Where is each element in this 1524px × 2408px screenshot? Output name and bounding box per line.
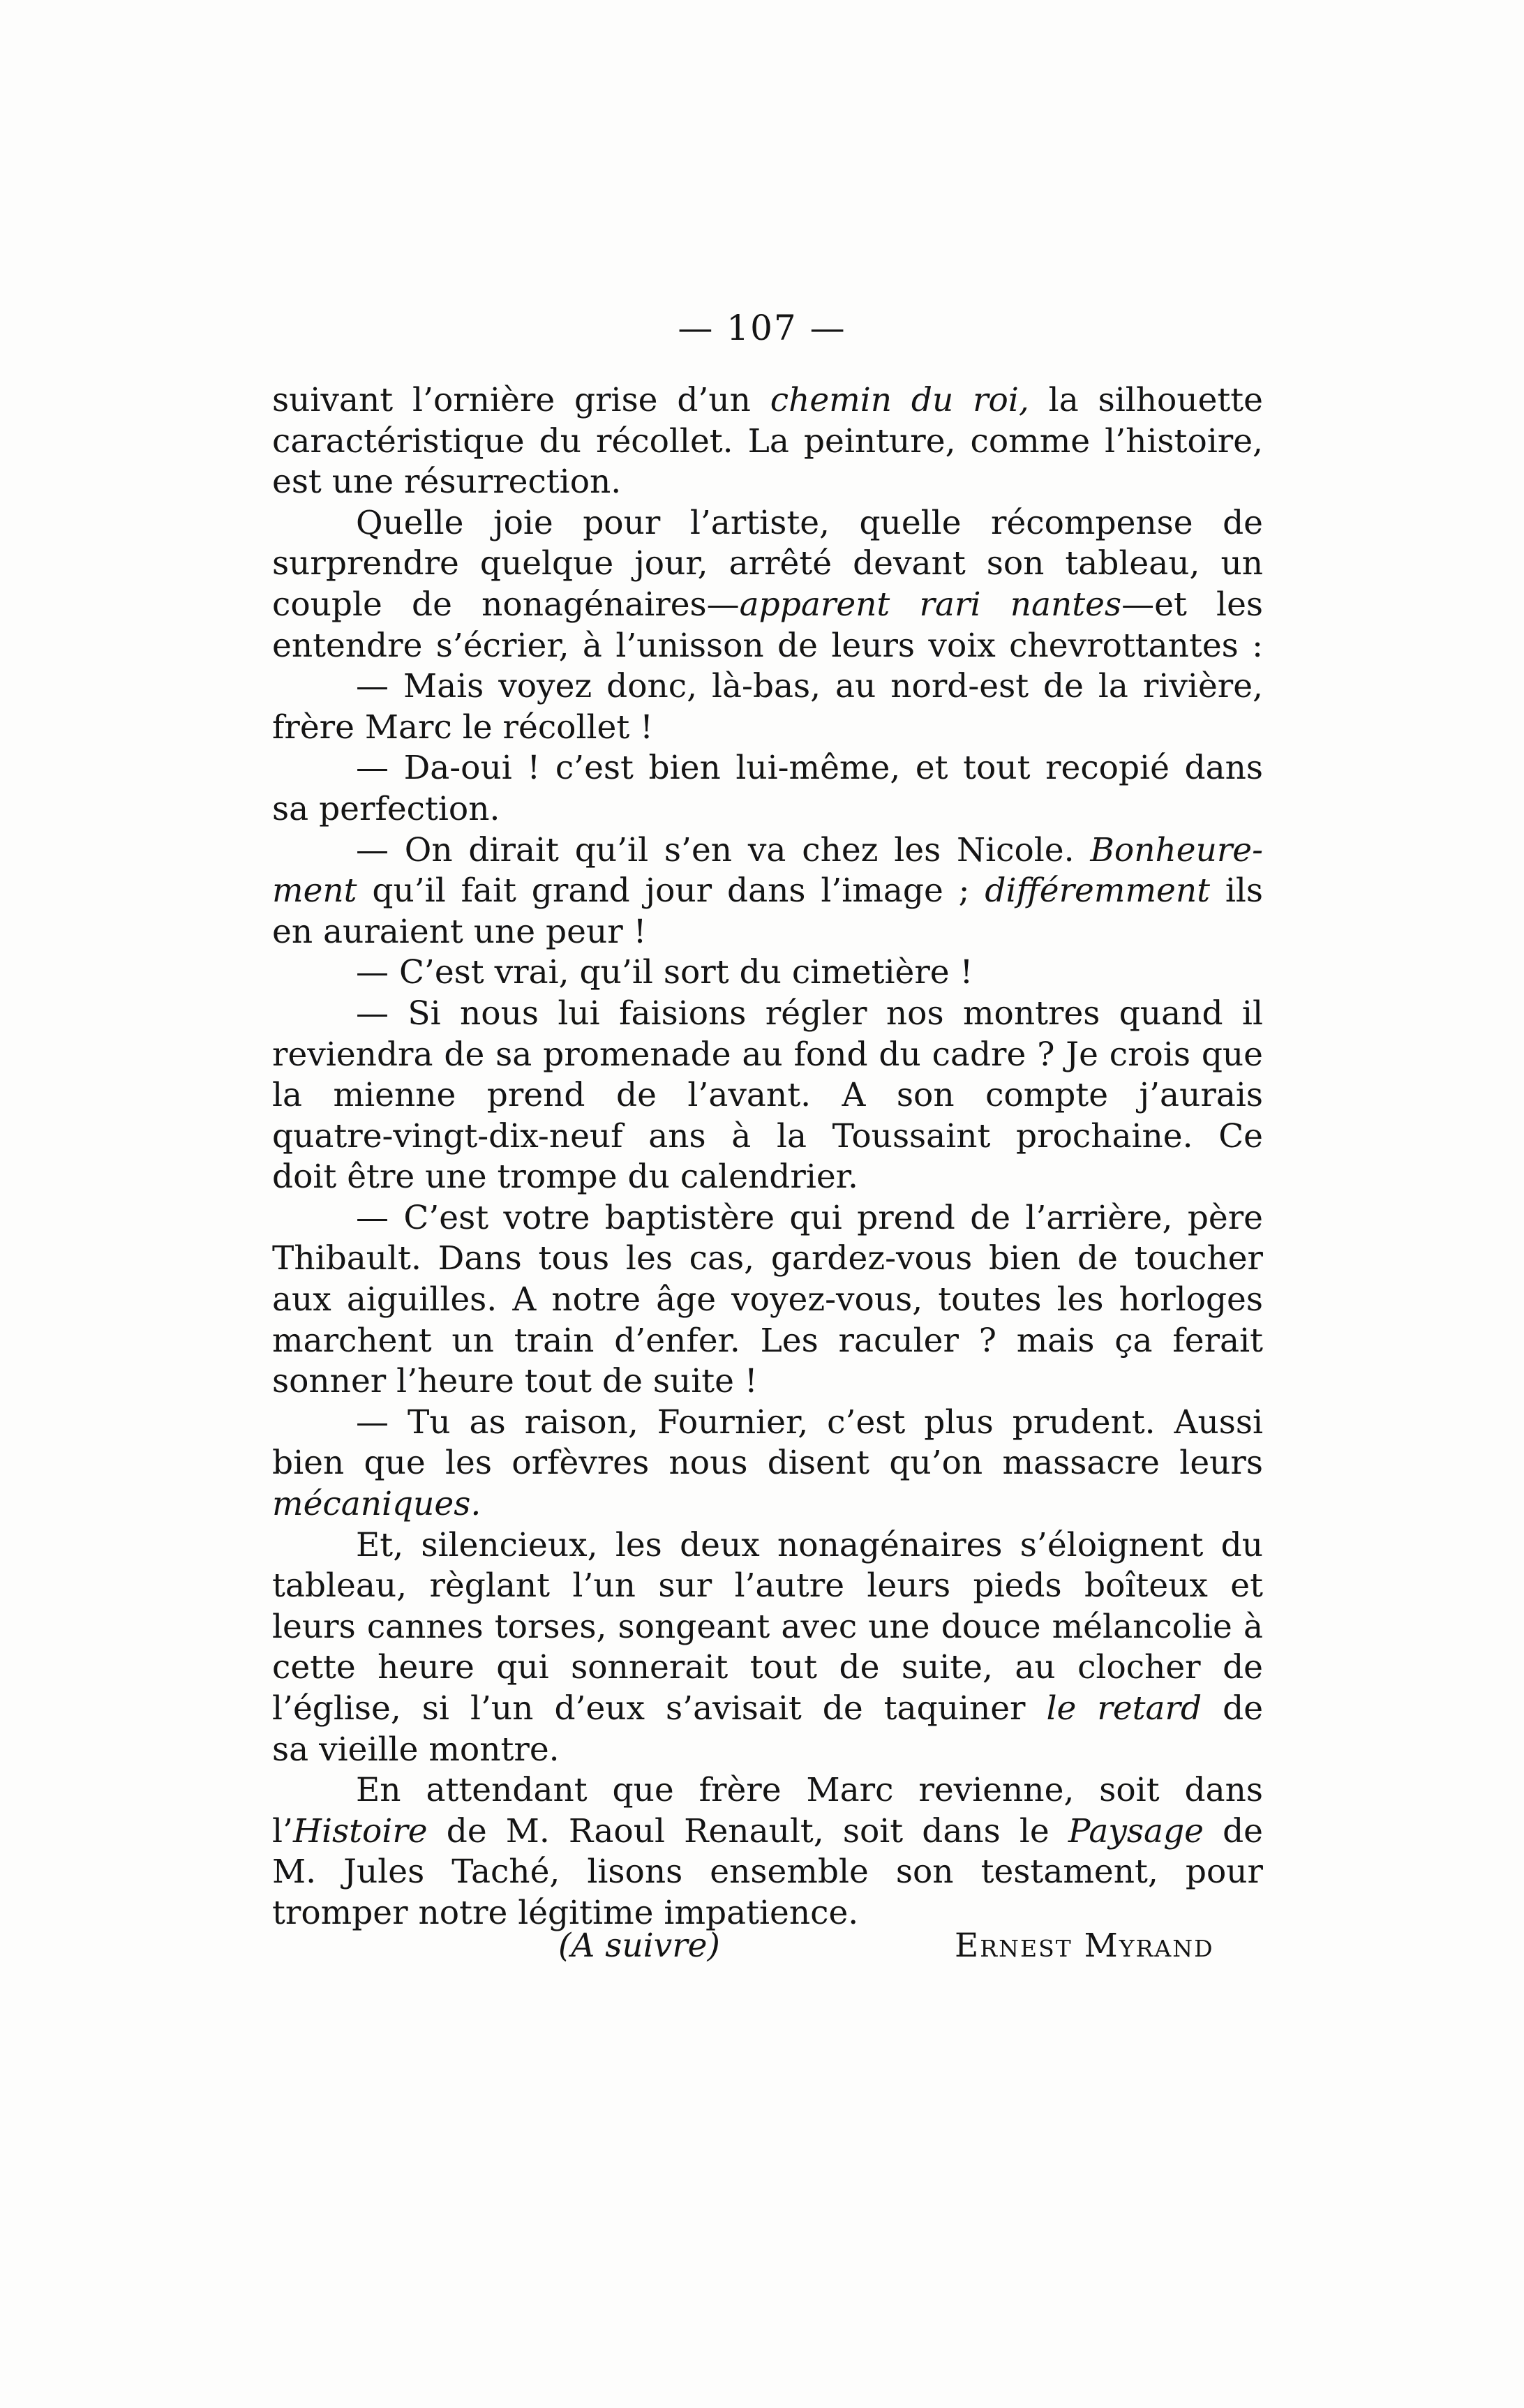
text-line [272,503,1263,544]
text-line [272,708,1263,749]
text-line [272,1239,1263,1280]
text-segment: en auraient une peur ! [272,912,647,951]
text-segment: suivant l’ornière grise d’un [272,381,770,419]
italic-text: Paysage [1068,1811,1204,1850]
text-line [272,1280,1263,1321]
text-segment: Et, silencieux, les deux nonagénaires s’éloignent du [356,1525,1263,1564]
text-line [272,1361,1263,1403]
text-segment: — C’est vrai, qu’il sort du cimetière ! [356,953,973,992]
text-segment: frère Marc le récollet ! [272,708,654,747]
text-segment: tromper notre légitime impatience. [272,1893,859,1932]
text-segment: la mienne prend de l’avant. A son compte j’aurais [272,1076,1263,1115]
author-signature: Ernest Myrand [955,1927,1214,1965]
text-segment: Thibault. Dans tous les cas, gardez-vous bien de toucher [272,1239,1263,1278]
text-line [272,912,1263,953]
text-segment: Quelle joie pour l’artiste, quelle récompense de [356,503,1263,542]
text-line [272,1566,1263,1607]
text-line [272,1035,1263,1076]
text-segment: leurs cannes torses, songeant avec une douce mélancolie à [272,1607,1263,1646]
italic-text: différemment [985,872,1210,911]
text-segment: entendre s’écrier, à l’unisson de leurs voix chevrottantes : [272,626,1263,665]
text-segment: caractéristique du récollet. La peinture, comme l’histoire, [272,421,1263,461]
text-segment: — Tu as raison, Fournier, c’est plus prudent. Aussi [356,1403,1263,1442]
text-segment: de [1203,1811,1263,1850]
text-segment: ils [1209,872,1264,911]
text-segment: — Mais voyez donc, là-bas, au nord-est de la rivière, [356,667,1263,706]
text-line [272,626,1263,667]
text-line [272,1607,1263,1648]
text-line [272,1116,1263,1158]
italic-text: Bonheure- [1090,830,1263,869]
text-segment: — Da-oui ! c’est bien lui-même, et tout recopié dans [356,749,1263,788]
text-segment: qu’il fait grand jour dans l’image ; [357,872,985,911]
text-line [272,1852,1263,1893]
page-number: — 107 — [678,308,846,348]
text-segment: cette heure qui sonnerait tout de suite, au clocher de [272,1648,1263,1687]
text-line [272,1811,1263,1853]
text-segment: la silhouette [1029,381,1263,419]
text-line [272,544,1263,585]
text-line [272,748,1263,789]
body-text [272,380,1263,1934]
text-line [272,789,1263,830]
text-line [272,1689,1263,1730]
italic-text: apparent rari nantes [739,585,1122,624]
text-segment: — Si nous lui faisions régler nos montres quand il [356,994,1263,1033]
text-line [272,871,1263,912]
text-segment: l’église, si l’un d’eux s’avisait de taquiner [272,1689,1047,1728]
text-segment: l’ [272,1811,293,1850]
text-line [272,1321,1263,1362]
text-line [272,380,1263,421]
text-line [272,830,1263,872]
text-segment: bien que les orfèvres nous disent qu’on massacre leurs [272,1444,1263,1483]
text-segment: marchent un train d’enfer. Les raculer ? mais ça ferait [272,1321,1263,1360]
text-segment: sa vieille montre. [272,1730,560,1769]
text-segment: — C’est votre baptistère qui prend de l’arrière, père [356,1198,1263,1237]
italic-text: ment [272,872,357,911]
italic-text: chemin du roi, [770,381,1029,419]
text-segment: de [1202,1689,1264,1728]
text-segment: M. Jules Taché, lisons ensemble son testament, pour [272,1853,1263,1892]
text-line [272,1403,1263,1444]
text-line [272,1075,1263,1116]
to-be-continued: (A suivre) [558,1927,720,1965]
text-line [272,1198,1263,1239]
text-line [272,1647,1263,1689]
text-segment: aux aiguilles. A notre âge voyez-vous, toutes les horloges [272,1280,1263,1319]
text-segment: de M. Raoul Renault, soit dans le [427,1811,1068,1850]
italic-text: le retard [1046,1689,1202,1728]
text-segment: quatre-vingt-dix-neuf ans à la Toussaint prochaine. Ce [272,1116,1263,1156]
text-line [272,462,1263,503]
text-segment: reviendra de sa promenade au fond du cadre ? Je crois que [272,1035,1263,1074]
italic-text: mécaniques. [272,1485,481,1524]
italic-text: Histoire [292,1811,428,1850]
text-segment: sa perfection. [272,789,500,828]
text-segment: surprendre quelque jour, arrêté devant son tableau, un [272,544,1263,583]
text-line [272,994,1263,1035]
text-segment: couple de nonagénaires— [272,585,740,624]
text-line [272,1525,1263,1566]
text-line [272,1730,1263,1771]
text-line [272,1443,1263,1484]
text-line [272,952,1263,994]
text-segment: tableau, règlant l’un sur l’autre leurs pieds boîteux et [272,1566,1263,1606]
text-line [272,1484,1263,1525]
text-segment: sonner l’heure tout de suite ! [272,1362,758,1401]
text-segment: doit être une trompe du calendrier. [272,1158,858,1197]
text-line [272,585,1263,626]
text-line [272,1770,1263,1811]
text-segment: est une résurrection. [272,463,622,502]
text-line [272,421,1263,463]
text-line [272,666,1263,708]
text-segment: En attendant que frère Marc revienne, soit dans [356,1771,1263,1810]
text-segment: — On dirait qu’il s’en va chez les Nicole. [356,830,1091,869]
text-line [272,1157,1263,1198]
text-segment: —et les [1121,585,1264,624]
